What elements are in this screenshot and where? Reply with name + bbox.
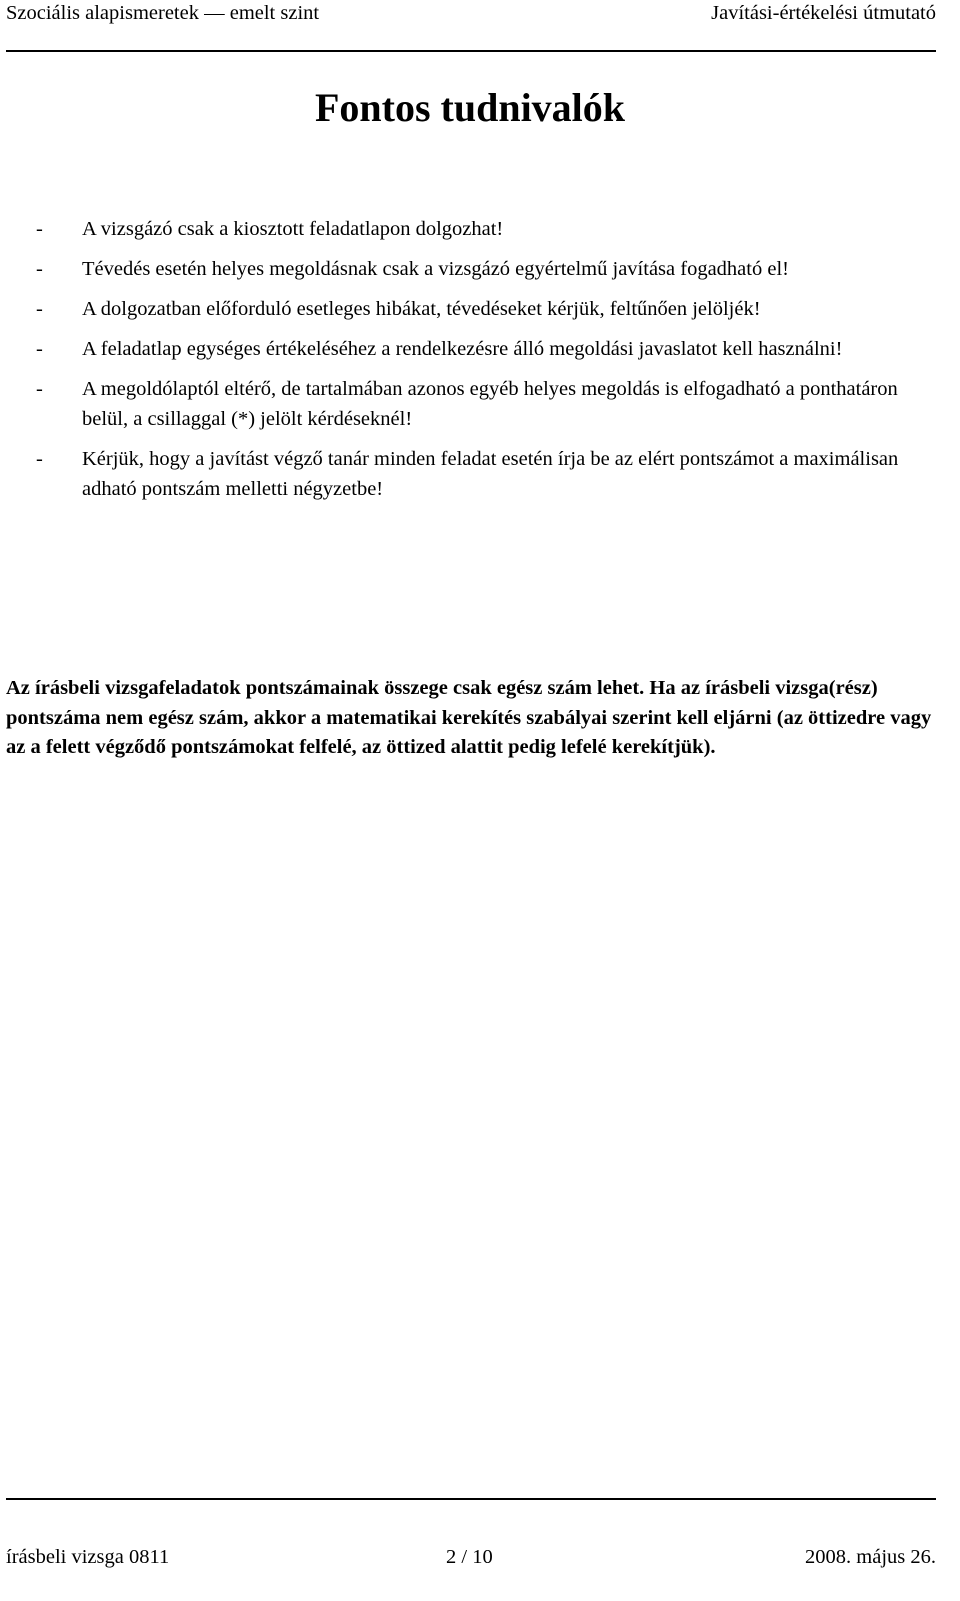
footer-date: 2008. május 26. [805, 1546, 936, 1568]
list-item-text: A megoldólaptól eltérő, de tartalmában azonos egyéb helyes megoldás is elfogadható a ponthatáron belül, a csillaggal (*) jelölt kérdéseknél! [82, 378, 898, 430]
list-item [0, 444, 940, 504]
list-item [0, 334, 940, 364]
page-header [6, 2, 936, 52]
footer-page-number: 2 / 10 [446, 1546, 493, 1568]
list-item [0, 294, 940, 324]
page-footer [6, 1498, 936, 1580]
list-item-text: A dolgozatban előforduló esetleges hibákat, tévedéseket kérjük, feltűnően jelöljék! [82, 298, 761, 320]
footer-exam-id: írásbeli vizsga 0811 [6, 1546, 170, 1568]
list-item [0, 374, 940, 434]
list-item [0, 254, 940, 284]
header-doc-type: Javítási-értékelési útmutató [711, 2, 936, 24]
list-item-text: A feladatlap egységes értékeléséhez a rendelkezésre álló megoldási javaslatot kell használni! [82, 338, 843, 360]
list-marker: - [36, 258, 43, 280]
list-marker: - [36, 448, 43, 470]
rounding-note: Az írásbeli vizsgafeladatok pontszámainak összege csak egész szám lehet. Ha az írásbeli vizsga(rész) pontszáma nem egész szám, akkor a matematikai kerekítés szabályai szerint kell eljárni (az öttizedre vagy az a felett végződő pontszámokat felfelé, az öttized alattit pedig lefelé kerekítjük). [6, 677, 932, 758]
list-item [0, 214, 940, 244]
header-subject: Szociális alapismeretek — emelt szint [6, 2, 320, 24]
page-title: Fontos tudnivalók [314, 85, 626, 130]
list-marker: - [36, 218, 43, 240]
list-item-text: Tévedés esetén helyes megoldásnak csak a vizsgázó egyértelmű javítása fogadható el! [82, 258, 789, 280]
list-marker: - [36, 298, 43, 320]
list-item-text: A vizsgázó csak a kiosztott feladatlapon dolgozhat! [82, 218, 504, 240]
list-item-text: Kérjük, hogy a javítást végző tanár minden feladat esetén írja be az elért pontszámot a maximálisan adható pontszám melletti négyzetbe! [82, 448, 899, 500]
rules-list [0, 214, 940, 514]
list-marker: - [36, 338, 43, 360]
list-marker: - [36, 378, 43, 400]
